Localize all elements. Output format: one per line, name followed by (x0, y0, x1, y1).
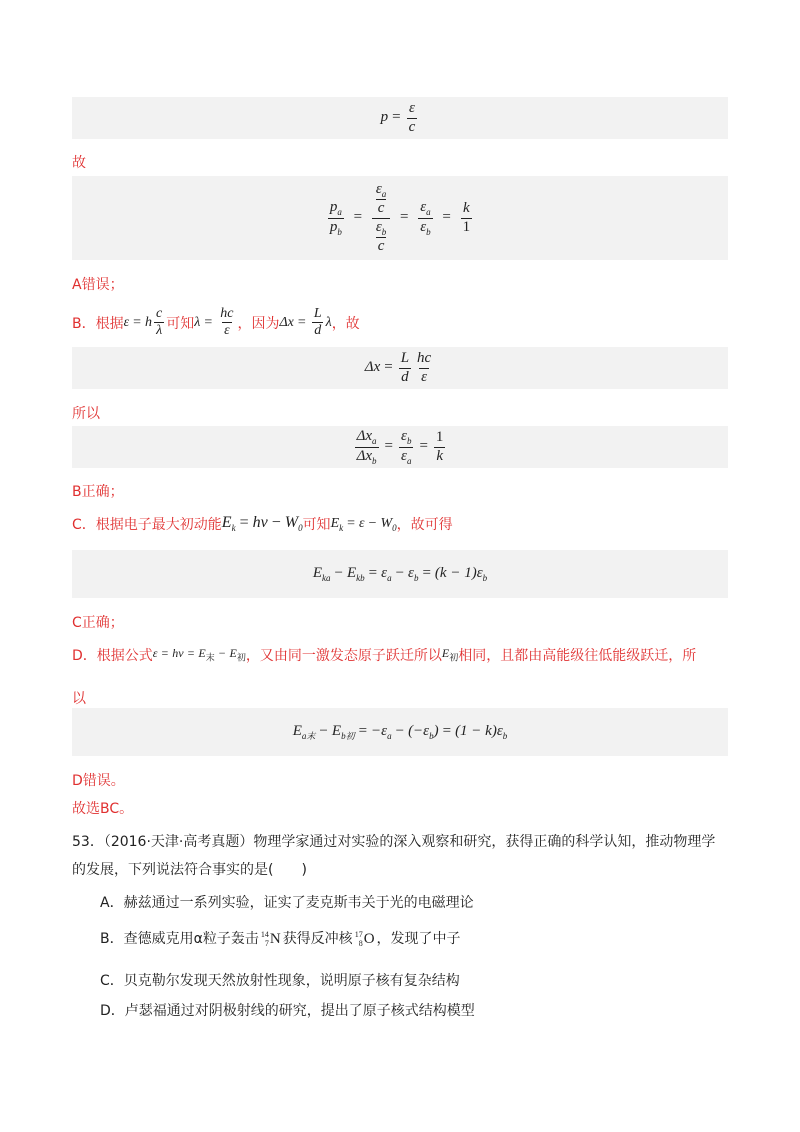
equation-ek-diff: $E_{ka} - E_{kb} = \varepsilon_a - \varepsilon_b = (k - 1)\varepsilon_b$ (312, 565, 488, 583)
c-reasoning-line: C．根据电子最大初动能 $E_k = h\nu - W_0$ 可知 $E_k = \varepsilon - W_0$ ，故可得 (72, 514, 453, 534)
d-formula-transition: $\varepsilon = h\nu = E_末 - E_初$ (152, 646, 246, 663)
a-wrong: A错误； (72, 277, 124, 293)
equation-band-dx-ratio (72, 426, 728, 468)
c-formula-ek: $E_k = \varepsilon - W_0$ (330, 515, 397, 533)
b-formula-dx: Δx = $\frac{L}{d}$ λ (279, 306, 332, 339)
b-formula-lambda: λ = $\frac{hc}{\varepsilon}$ (194, 306, 234, 339)
c-formula-photoelectric: $E_k = h\nu - W_0$ (221, 514, 303, 534)
equation-band-ek (72, 550, 728, 598)
d-line-continuation: 以 (72, 691, 86, 707)
option-b: B．查德威克用α粒子轰击 14 7 N 获得反冲核 17 8 O ，发现了中子 (100, 930, 461, 948)
nuclide-oxygen: 17 8 O (354, 930, 375, 948)
equation-p: p = $\frac{\varepsilon}{c}$ (380, 100, 416, 135)
equation-momentum-ratio: $\frac{p_a}{p_b}$ = $\frac{\frac{\varepsilon_a}{c}}{\frac{\varepsilon_b}{c}}$ = $\frac{\varepsilon_a}{\varepsilon_b}$ = $\frac{k}{1}$ (329, 180, 471, 254)
equation-band-dx (72, 347, 728, 389)
answer: 故选BC。 (72, 801, 134, 817)
label-gu-1: 故 (72, 155, 86, 171)
option-d: D．卢瑟福通过对阴极射线的研究，提出了原子核式结构模型 (100, 1003, 475, 1019)
b-formula-energy: ε = h $\frac{c}{\lambda}$ (123, 306, 163, 339)
equation-d: $E_{a末} - E_{b初} = -\varepsilon_a - (-\varepsilon_b) = (1 - k)\varepsilon_b$ (292, 722, 508, 741)
equation-dx-ratio: $\frac{\Delta x_a}{\Delta x_b}$ = $\frac{\varepsilon_b}{\varepsilon_a}$ = $\frac{1}{k}$ (356, 428, 444, 466)
d-wrong: D错误。 (72, 773, 125, 789)
b-reasoning-line: B．根据 ε = h $\frac{c}{\lambda}$ 可知 λ = $\frac{hc}{\varepsilon}$ ，因为 Δx = $\frac{L}{d}$ λ ，故 (72, 306, 360, 339)
d-reasoning-line: D．根据公式 $\varepsilon = h\nu = E_末 - E_初$ ，又由同一激发态原子跃迁所以 $E_初$ 相同，且都由高能级往低能级跃迁，所 (72, 646, 697, 664)
equation-band-p (72, 97, 728, 139)
option-a: A．赫兹通过一系列实验，证实了麦克斯韦关于光的电磁理论 (100, 895, 474, 911)
nuclide-nitrogen: 14 7 N (260, 930, 281, 948)
question-53-line2: 的发展，下列说法符合事实的是( ) (72, 862, 307, 878)
d-formula-e-initial: $E_初$ (441, 646, 459, 663)
question-53-line1: 53．（2016·天津·高考真题）物理学家通过对实验的深入观察和研究，获得正确的科学认知，推动物理学 (72, 834, 716, 850)
label-suoyi-1: 所以 (72, 406, 100, 422)
equation-dx: Δx = $\frac{L}{d}$ $\frac{hc}{\varepsilon}$ (364, 350, 432, 385)
equation-band-momentum-ratio (72, 176, 728, 260)
equation-band-d (72, 708, 728, 756)
c-right: C正确； (72, 615, 124, 631)
b-right: B正确； (72, 484, 124, 500)
option-c: C．贝克勒尔发现天然放射性现象，说明原子核有复杂结构 (100, 973, 460, 989)
